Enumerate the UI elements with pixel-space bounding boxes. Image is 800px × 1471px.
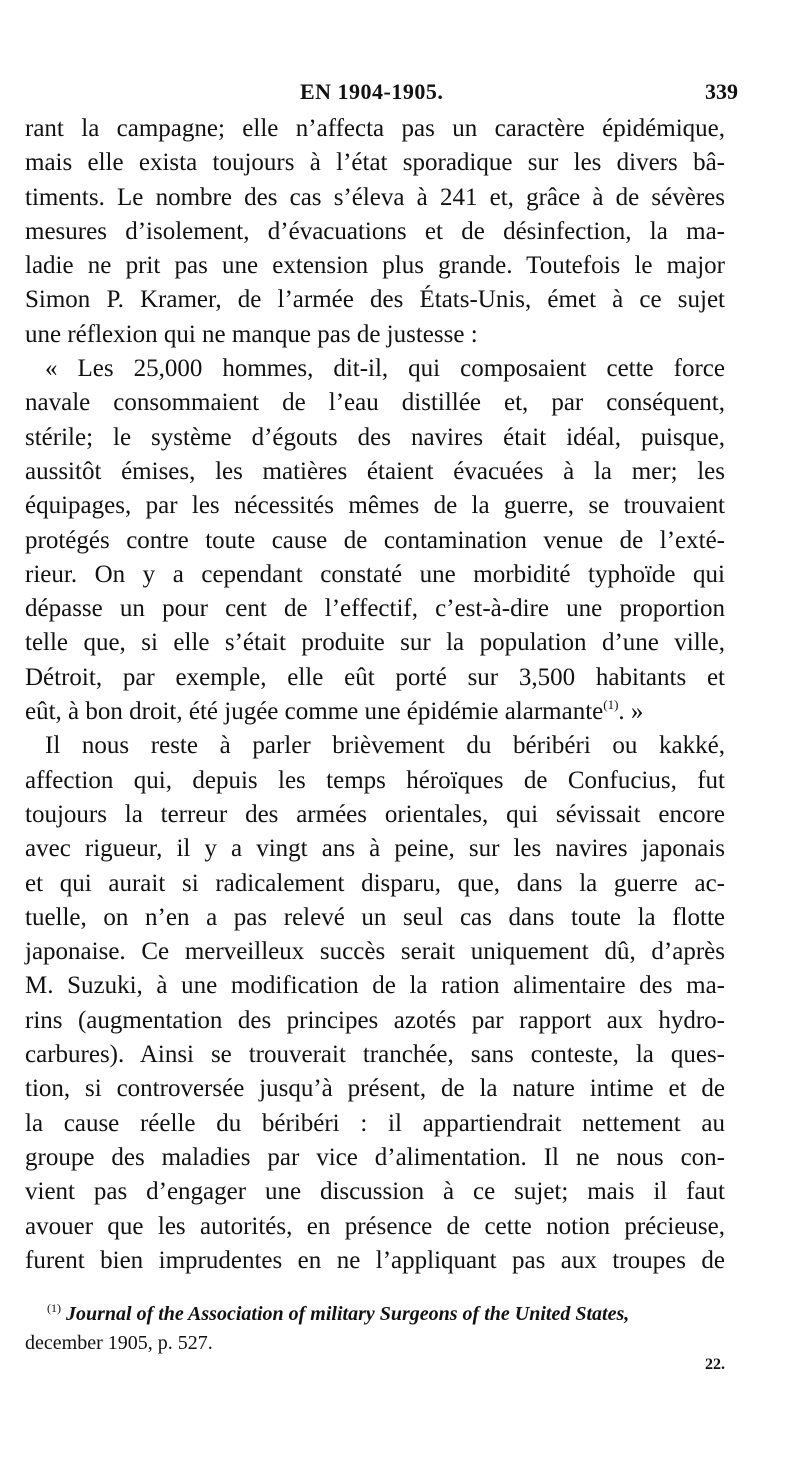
text-line-content: eût, à bon droit, été jugée comme une épidémie alarmante xyxy=(25,698,604,726)
signature-mark: 22. xyxy=(705,1356,725,1373)
text-line: rieur. On y a cependant constaté une morbidité typhoïde qui xyxy=(25,560,725,588)
text-line: équipages, par les nécessités mêmes de la guerre, se trouvaient xyxy=(25,492,725,520)
text-line: furent bien imprudentes en ne l’appliquant pas aux troupes de xyxy=(25,1246,725,1274)
quote-end-line xyxy=(25,695,725,729)
quote-close-mark: . » xyxy=(618,698,644,726)
quote-start-line: « Les 25,000 hommes, dit-il, qui composaient cette force xyxy=(45,355,725,383)
text-line: timents. Le nombre des cas s’éleva à 241 et, grâce à de sévères xyxy=(25,183,725,211)
text-line: Détroit, par exemple, elle eût porté sur 3,500 habitants et xyxy=(25,663,725,691)
text-line: groupe des maladies par vice d’alimentation. Il ne nous con- xyxy=(25,1143,725,1171)
running-title: EN 1904-1905. xyxy=(300,79,444,104)
text-line: la cause réelle du béribéri : il appartiendrait nettement au xyxy=(25,1109,725,1137)
footnote-marker: (1) xyxy=(47,1301,61,1315)
paragraph-start-line: Il nous reste à parler brièvement du béribéri ou kakké, xyxy=(45,732,725,760)
text-line: M. Suzuki, à une modification de la ration alimentaire des ma- xyxy=(25,972,725,1000)
text-line: vient pas d’engager une discussion à ce sujet; mais il faut xyxy=(25,1178,725,1206)
text-line: telle que, si elle s’était produite sur la population d’une ville, xyxy=(25,629,725,657)
text-line: une réflexion qui ne manque pas de justesse : xyxy=(25,320,478,348)
text-line: mesures d’isolement, d’évacuations et de désinfection, la ma- xyxy=(25,217,725,245)
text-line: avouer que les autorités, en présence de cette notion précieuse, xyxy=(25,1212,725,1240)
footnote-journal-title: Journal of the Association of military Surgeons of the United States, xyxy=(66,1303,630,1325)
text-line: rant la campagne; elle n’affecta pas un caractère épidémique, xyxy=(25,115,725,142)
text-line: protégés contre toute cause de contamination venue de l’exté- xyxy=(25,526,725,554)
text-line: japonaise. Ce merveilleux succès serait uniquement dû, d’après xyxy=(25,938,725,966)
footnote xyxy=(25,1300,725,1358)
text-line: carbures). Ainsi se trouverait tranchée, sans conteste, la ques- xyxy=(25,1041,725,1069)
footnote-line xyxy=(25,1300,725,1329)
body-text xyxy=(25,112,725,1278)
page-number: 339 xyxy=(705,79,738,104)
text-line: toujours la terreur des armées orientales, qui sévissait encore xyxy=(25,800,725,828)
text-line: mais elle exista toujours à l’état sporadique sur les divers bâ- xyxy=(25,149,725,177)
footnote-reference: (1) xyxy=(603,697,619,713)
text-line: Simon P. Kramer, de l’armée des États-Unis, émet à ce sujet xyxy=(25,286,725,314)
text-line: avec rigueur, il y a vingt ans à peine, sur les navires japonais xyxy=(25,835,725,863)
text-line: dépasse un pour cent de l’effectif, c’est-à-dire une proportion xyxy=(25,595,725,623)
footnote-citation: december 1905, p. 527. xyxy=(25,1332,213,1354)
text-line: stérile; le système d’égouts des navires était idéal, puisque, xyxy=(25,423,725,451)
text-line: et qui aurait si radicalement disparu, que, dans la guerre ac- xyxy=(25,869,725,897)
text-line: ladie ne prit pas une extension plus grande. Toutefois le major xyxy=(25,252,725,280)
text-line: tuelle, on n’en a pas relevé un seul cas dans toute la flotte xyxy=(25,903,725,931)
text-line: navale consommaient de l’eau distillée et, par conséquent, xyxy=(25,389,725,417)
text-line: aussitôt émises, les matières étaient évacuées à la mer; les xyxy=(25,457,725,485)
text-line: tion, si controversée jusqu’à présent, de la nature intime et de xyxy=(25,1075,725,1103)
text-line: rins (augmentation des principes azotés par rapport aux hydro- xyxy=(25,1006,725,1034)
text-line: affection qui, depuis les temps héroïques de Confucius, fut xyxy=(25,766,725,794)
